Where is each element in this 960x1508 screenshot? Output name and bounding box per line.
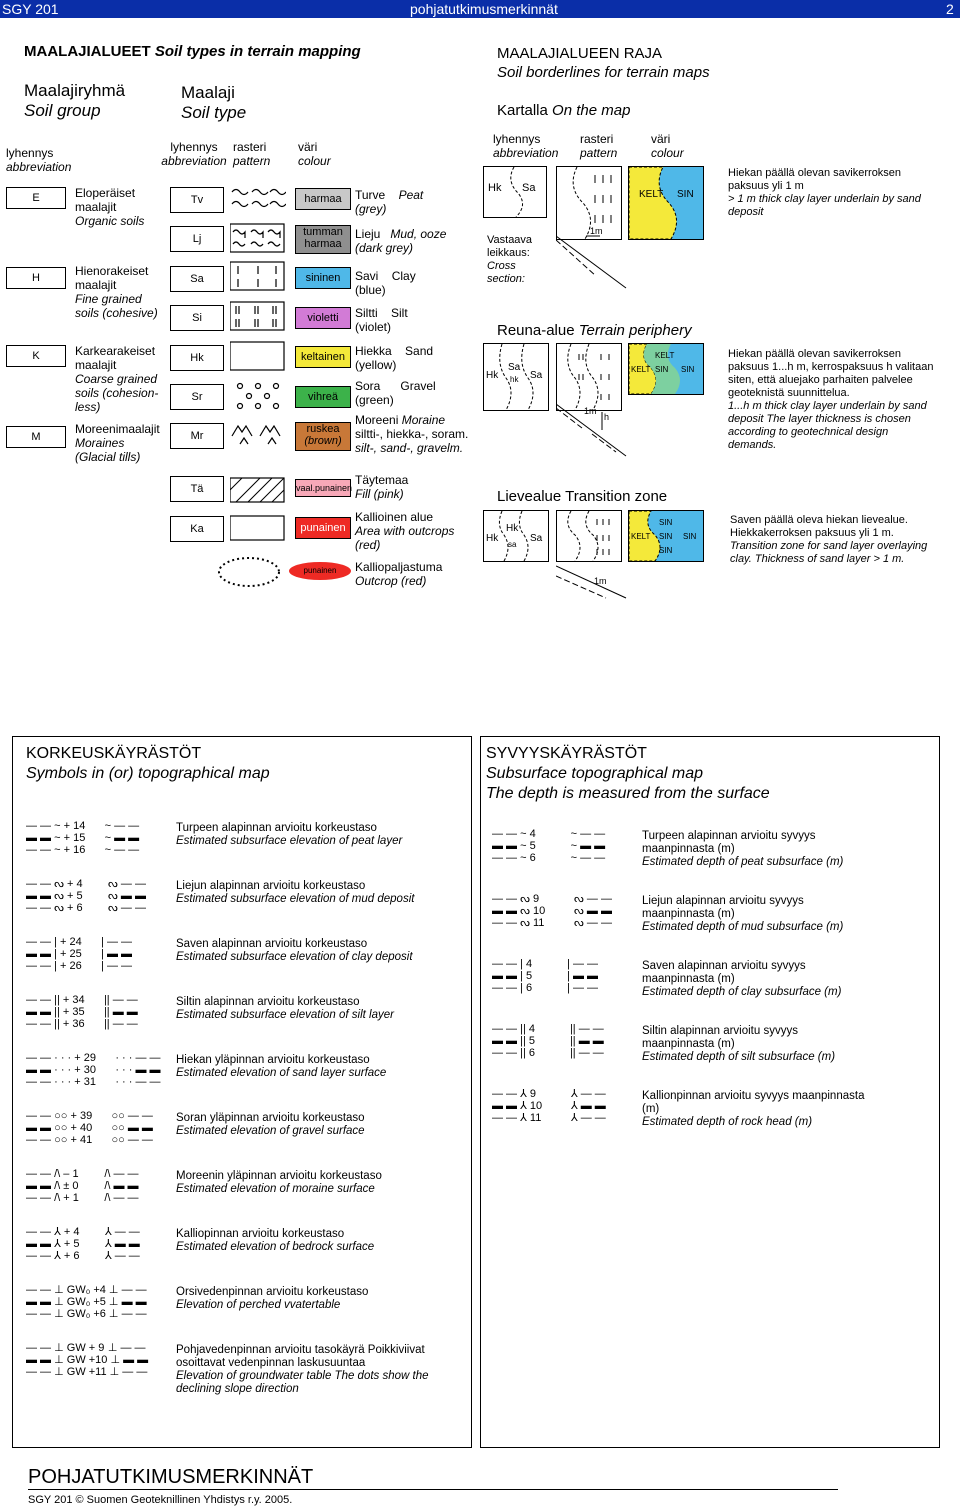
svg-text:SIN: SIN xyxy=(659,546,673,555)
svg-text:Sa: Sa xyxy=(522,182,536,194)
contour-value: 6 xyxy=(528,1047,536,1059)
contour-symbol: — — /\ – 1 /\ — — ▬ ▬ /\ ± 0 /\ ▬ ▬ — — /\ + 1 /\ — — xyxy=(26,1168,139,1204)
svg-text:SIN: SIN xyxy=(655,365,669,374)
type-code-hk: Hk xyxy=(170,345,224,371)
note-transition: Saven päällä oleva hiekan lievealue. Hiekkakerroksen paksuus yli 1 m. Transition zone for sand layer overlaying clay. Thickness of sand layer > 1 m. xyxy=(730,514,928,565)
rs-col-abbr: lyhennys abbreviation xyxy=(493,132,559,160)
contour-symbol: — — ⊥ GW + 9 ⊥ — — ▬ ▬ ⊥ GW +10 ⊥ ▬ ▬ — — ⊥ GW +11 ⊥ — — xyxy=(26,1342,149,1378)
soil-type-heading: Maalaji Soil type xyxy=(181,83,247,122)
right-section-title: MAALAJIALUEEN RAJA Soil borderlines for terrain maps xyxy=(497,45,710,81)
contour-value: 4 xyxy=(529,828,536,840)
legend-row xyxy=(26,994,466,1046)
legend-row xyxy=(492,828,932,887)
group-code-m: M xyxy=(6,426,66,448)
contour-description: Siltin alapinnan arvioitu korkeustaso Estimated subsurface elevation of silt layer xyxy=(176,996,394,1021)
colour-moraine: ruskea (brown) xyxy=(295,422,351,451)
colour-outcrop: punainen xyxy=(289,562,351,580)
contour-value: + 26 xyxy=(60,960,82,972)
group-code-e: E xyxy=(6,187,66,209)
contour-value: + 40 xyxy=(70,1122,93,1134)
contour-value: GW₀ +6 xyxy=(66,1308,106,1320)
svg-text:Hk: Hk xyxy=(486,533,499,544)
contour-description: Kalliopinnan arvioitu korkeustaso Estimated elevation of bedrock surface xyxy=(176,1228,375,1253)
legend-row xyxy=(492,893,932,952)
pattern-gravel xyxy=(238,384,279,409)
svg-text:1m: 1m xyxy=(594,576,607,586)
colour-fill: vaal.punainen xyxy=(295,479,351,497)
type-code-tv: Tv xyxy=(170,187,224,213)
contour-value: 10 xyxy=(532,905,546,917)
svg-text:Sa: Sa xyxy=(530,370,543,381)
contour-symbol: — — || 4 || — — ▬ ▬ || 5 || ▬ ▬ — — || 6 || — — xyxy=(492,1023,604,1059)
contour-value: 6 xyxy=(526,982,533,994)
svg-text:KELT: KELT xyxy=(631,532,651,541)
svg-text:KELT: KELT xyxy=(631,365,651,374)
contour-description: Hiekan yläpinnan arvioitu korkeustaso Estimated elevation of sand layer surface xyxy=(176,1054,387,1079)
contour-symbol: — — ᔓ 9 ᔓ — — ▬ ▬ ᔓ 10 ᔓ ▬ ▬ — — ᔓ 11 ᔓ — — xyxy=(492,893,612,929)
left-section-title: MAALAJIALUEET Soil types in terrain mapping xyxy=(24,43,361,60)
contour-value: ± 0 xyxy=(63,1180,79,1192)
contour-value: GW₀ +4 xyxy=(66,1284,106,1296)
contour-value: 5 xyxy=(528,1035,536,1047)
desc-fill: Täytemaa Fill (pink) xyxy=(355,473,409,501)
contour-value: + 14 xyxy=(63,820,86,832)
pattern-mud xyxy=(230,224,284,252)
pattern-column xyxy=(230,182,286,582)
transition-map-pattern xyxy=(556,510,622,562)
svg-text:SIN: SIN xyxy=(683,532,697,541)
contour-value: GW +11 xyxy=(66,1366,107,1378)
legend-row xyxy=(26,1052,466,1104)
note-periphery: Hiekan päällä olevan savikerroksen paksuus 1...h m, kerrospaksuus h valitaan siten, että aluejako parhaiten palvelee geoteknistä suunnittelua. 1...h m thick clay layer underlain by sand deposit The layer thickness is chosen according to geotechnical design demands. xyxy=(728,348,934,451)
legend-row xyxy=(26,1284,466,1336)
contour-value: + 34 xyxy=(62,994,85,1006)
col-header-colour: väri colour xyxy=(298,140,331,168)
note-clay-over-sand: Hiekan päällä olevan savikerroksen paksuus yli 1 m > 1 m thick clay layer underlain by sand deposit xyxy=(728,167,921,218)
svg-text:SIN: SIN xyxy=(659,532,673,541)
group-organic: Eloperäiset maalajit Organic soils xyxy=(75,186,145,228)
svg-text:SIN: SIN xyxy=(677,189,694,200)
footer-title: POHJATUTKIMUSMERKINNÄT xyxy=(28,1466,838,1490)
contour-value: + 16 xyxy=(63,844,86,856)
contour-description: Moreenin yläpinnan arvioitu korkeustaso Estimated elevation of moraine surface xyxy=(176,1170,382,1195)
colour-gravel: vihreä xyxy=(295,386,351,408)
legend-row xyxy=(26,1168,466,1220)
contour-symbol: — — || + 34 || — — ▬ ▬ || + 35 || ▬ ▬ — — || + 36 || — — xyxy=(26,994,138,1030)
svg-text:hk: hk xyxy=(510,375,519,384)
svg-text:1m: 1m xyxy=(584,406,597,416)
desc-peat: Turve Peat (grey) xyxy=(355,188,424,216)
contour-value: + 5 xyxy=(63,1238,80,1250)
periphery-heading: Reuna-alue Terrain periphery xyxy=(497,322,692,339)
group-code-h: H xyxy=(6,267,66,289)
legend-row xyxy=(492,1088,932,1147)
contour-description: Siltin alapinnan arvioitu syvyys maanpinnasta (m) Estimated depth of silt subsurface (m) xyxy=(642,1025,836,1063)
contour-value: – 1 xyxy=(63,1168,79,1180)
type-code-ta: Tä xyxy=(170,476,224,502)
contour-description: Turpeen alapinnan arvioitu korkeustaso Estimated subsurface elevation of peat layer xyxy=(176,822,403,847)
desc-clay: Savi Clay (blue) xyxy=(355,269,416,297)
legend-row xyxy=(26,1342,466,1394)
contour-symbol: — — ᔓ + 4 ᔓ — — ▬ ▬ ᔓ + 5 ᔓ ▬ ▬ — — ᔓ + 6 ᔓ — — xyxy=(26,878,146,914)
contour-value: 11 xyxy=(532,917,545,929)
contour-description: Saven alapinnan arvioitu korkeustaso Estimated subsurface elevation of clay deposit xyxy=(176,938,413,963)
contour-symbol: — — ○○ + 39 ○○ — — ▬ ▬ ○○ + 40 ○○ ▬ ▬ — — ○○ + 41 ○○ — — xyxy=(26,1110,153,1146)
border-map-colour-1 xyxy=(628,166,704,240)
on-map-heading: Kartalla On the map xyxy=(497,102,631,119)
footer-copyright: SGY 201 © Suomen Geoteknillinen Yhdistys r.y. 2005. xyxy=(28,1494,293,1506)
desc-outcrop: Kalliopaljastuma Outcrop (red) xyxy=(355,560,443,588)
legend-row xyxy=(26,1110,466,1162)
group-coarse-grained: Karkearakeiset maalajit Coarse grained soils (cohesion-less) xyxy=(75,344,159,414)
type-code-ka: Ka xyxy=(170,516,224,542)
contour-symbol: — — ~ + 14 ~ — — ▬ ▬ ~ + 15 ~ ▬ ▬ — — ~ + 16 ~ — — xyxy=(26,820,140,856)
svg-text:Sa: Sa xyxy=(530,533,543,544)
border-map-abbr-1 xyxy=(483,166,547,218)
contour-description: Orsivedenpinnan arvioitu korkeustaso Elevation of perched vvatertable xyxy=(176,1286,369,1311)
colour-sand: keltainen xyxy=(295,346,351,368)
soil-group-heading: Maalajiryhmä Soil group xyxy=(24,81,126,120)
contour-description: Liejun alapinnan arvioitu korkeustaso Estimated subsurface elevation of mud deposit xyxy=(176,880,415,905)
contour-value: 10 xyxy=(529,1100,543,1112)
colour-mud: tumman harmaa xyxy=(295,225,351,254)
cross-section-1 xyxy=(556,226,630,296)
svg-text:sa: sa xyxy=(508,540,517,549)
svg-text:Sa: Sa xyxy=(508,362,521,373)
contour-value: + 36 xyxy=(62,1018,85,1030)
contour-value: GW₀ +5 xyxy=(66,1296,106,1308)
col-header-pattern: rasteri pattern xyxy=(233,140,271,168)
svg-text:h: h xyxy=(604,412,610,422)
contour-value: GW +10 xyxy=(66,1354,108,1366)
desc-sand: Hiekka Sand (yellow) xyxy=(355,344,434,372)
legend-row xyxy=(26,1226,466,1278)
desc-gravel: Sora Gravel (green) xyxy=(355,379,436,407)
contour-value: 9 xyxy=(529,1088,537,1100)
contour-symbol: — — ⊥ GW₀ +4 ⊥ — — ▬ ▬ ⊥ GW₀ +5 ⊥ ▬ ▬ — — ⊥ GW₀ +6 ⊥ — — xyxy=(26,1284,147,1320)
contour-value: 5 xyxy=(526,970,533,982)
desc-outcrop-area: Kallioinen alue Area with outcrops (red) xyxy=(355,510,455,552)
contour-value: + 1 xyxy=(63,1192,79,1204)
type-code-si: Si xyxy=(170,305,224,331)
cross-section-label: Vastaava leikkaus: Cross section: xyxy=(487,234,533,285)
svg-text:1m: 1m xyxy=(590,226,603,236)
contour-value: + 41 xyxy=(70,1134,93,1146)
height-title: KORKEUSKÄYRÄSTÖT Symbols in (or) topographical map xyxy=(26,745,270,782)
contour-symbol: — — | 4 | — — ▬ ▬ | 5 | ▬ ▬ — — | 6 | — — xyxy=(492,958,599,994)
contour-value: + 6 xyxy=(66,902,83,914)
contour-value: 6 xyxy=(529,852,536,864)
periphery-map-colour xyxy=(628,343,704,395)
group-code-k: K xyxy=(6,345,66,367)
contour-value: 4 xyxy=(526,958,533,970)
contour-value: 5 xyxy=(529,840,536,852)
contour-symbol: — — ~ 4 ~ — — ▬ ▬ ~ 5 ~ ▬ ▬ — — ~ 6 ~ — — xyxy=(492,828,606,864)
contour-value: + 4 xyxy=(63,1226,80,1238)
svg-text:Hk: Hk xyxy=(488,182,502,194)
group-fine-grained: Hienorakeiset maalajit Fine grained soils (cohesive) xyxy=(75,264,158,320)
contour-description: Pohjavedenpinnan arvioitu tasokäyrä Poikkiviivat osoittavat vedenpinnan laskusuuntaa Elevation of groundwater table The dots show the declining slope direction xyxy=(176,1344,429,1395)
colour-clay: sininen xyxy=(295,267,351,289)
legend-row xyxy=(26,878,466,930)
contour-symbol: — — ⅄ + 4 ⅄ — — ▬ ▬ ⅄ + 5 ⅄ ▬ ▬ — — ⅄ + 6 ⅄ — — xyxy=(26,1226,140,1262)
header-title: pohjatutkimusmerkinnät xyxy=(410,1,558,17)
svg-text:SIN: SIN xyxy=(659,518,673,527)
contour-description: Soran yläpinnan arvioitu korkeustaso Estimated elevation of gravel surface xyxy=(176,1112,365,1137)
group-moraines: Moreenimaalajit Moraines (Glacial tills) xyxy=(75,422,160,464)
contour-value: + 5 xyxy=(66,890,83,902)
pattern-outcrop xyxy=(214,548,284,594)
desc-mud: Lieju Mud, ooze (dark grey) xyxy=(355,227,447,255)
type-code-lj: Lj xyxy=(170,226,224,252)
svg-text:KELT: KELT xyxy=(655,351,675,360)
legend-row xyxy=(492,958,932,1017)
contour-value: + 6 xyxy=(63,1250,80,1262)
contour-value: GW + 9 xyxy=(66,1342,105,1354)
contour-symbol: — — | + 24 | — — ▬ ▬ | + 25 | ▬ ▬ — — | + 26 | — — xyxy=(26,936,133,972)
legend-row xyxy=(492,1023,932,1082)
contour-value: + 39 xyxy=(70,1110,93,1122)
contour-value: + 15 xyxy=(63,832,86,844)
contour-description: Turpeen alapinnan arvioitu syvyys maanpinnasta (m) Estimated depth of peat subsurface (m) xyxy=(642,830,844,868)
cross-section-2 xyxy=(556,398,630,460)
col-header-abbr-type: lyhennys abbreviation xyxy=(161,140,227,168)
page-header xyxy=(0,0,960,18)
desc-silt: Siltti Silt (violet) xyxy=(355,306,408,334)
contour-symbol: — — ⅄ 9 ⅄ — — ▬ ▬ ⅄ 10 ⅄ ▬ ▬ — — ⅄ 11 ⅄ — — xyxy=(492,1088,606,1124)
rs-col-colour: väri colour xyxy=(651,132,684,160)
contour-description: Liejun alapinnan arvioitu syvyys maanpinnasta (m) Estimated depth of mud subsurface (m) xyxy=(642,895,844,933)
header-left: SGY 201 xyxy=(2,1,59,17)
col-header-abbr-group: lyhennys abbreviation xyxy=(6,146,72,174)
contour-value: + 25 xyxy=(60,948,82,960)
type-code-mr: Mr xyxy=(170,423,224,449)
contour-value: 9 xyxy=(532,893,540,905)
legend-row xyxy=(26,820,466,872)
svg-text:Hk: Hk xyxy=(506,523,519,534)
cross-section-3 xyxy=(556,562,630,602)
contour-value: + 31 xyxy=(74,1076,96,1088)
transition-map-colour xyxy=(628,510,704,562)
contour-value: + 29 xyxy=(74,1052,96,1064)
transition-map-abbr xyxy=(483,510,549,562)
pattern-outcrop-area xyxy=(230,516,284,540)
contour-description: Kallionpinnan arvioitu syvyys maanpinnasta (m) Estimated depth of rock head (m) xyxy=(642,1090,865,1128)
contour-value: + 30 xyxy=(74,1064,96,1076)
transition-heading: Lievealue Transition zone xyxy=(497,488,668,505)
rs-col-pattern: rasteri pattern xyxy=(580,132,618,160)
svg-text:SIN: SIN xyxy=(681,365,695,374)
pattern-sand xyxy=(230,342,284,370)
contour-value: + 24 xyxy=(60,936,82,948)
legend-row xyxy=(26,936,466,988)
contour-value: 11 xyxy=(529,1112,542,1124)
contour-symbol: — — · · · + 29 · · · — — ▬ ▬ · · · + 30 · · · ▬ ▬ — — · · · + 31 · · · — — xyxy=(26,1052,161,1088)
type-code-sa: Sa xyxy=(170,266,224,292)
type-code-sr: Sr xyxy=(170,384,224,410)
page-number: 2 xyxy=(946,1,954,17)
colour-peat: harmaa xyxy=(295,188,351,210)
depth-title: SYVYYSKÄYRÄSTÖT Subsurface topographical map The depth is measured from the surface xyxy=(486,745,770,802)
contour-value: 4 xyxy=(528,1023,536,1035)
contour-value: + 35 xyxy=(62,1006,85,1018)
periphery-map-abbr xyxy=(483,343,549,411)
desc-moraine: Moreeni Moraine siltti-, hiekka-, soram. silt-, sand-, gravelm. xyxy=(355,413,469,455)
colour-outcrop-area: punainen xyxy=(295,517,351,539)
colour-silt: violetti xyxy=(295,307,351,329)
contour-value: + 4 xyxy=(66,878,83,890)
svg-text:KELT: KELT xyxy=(639,189,664,200)
svg-text:Hk: Hk xyxy=(486,370,499,381)
contour-description: Saven alapinnan arvioitu syvyys maanpinnasta (m) Estimated depth of clay subsurface (m) xyxy=(642,960,842,998)
